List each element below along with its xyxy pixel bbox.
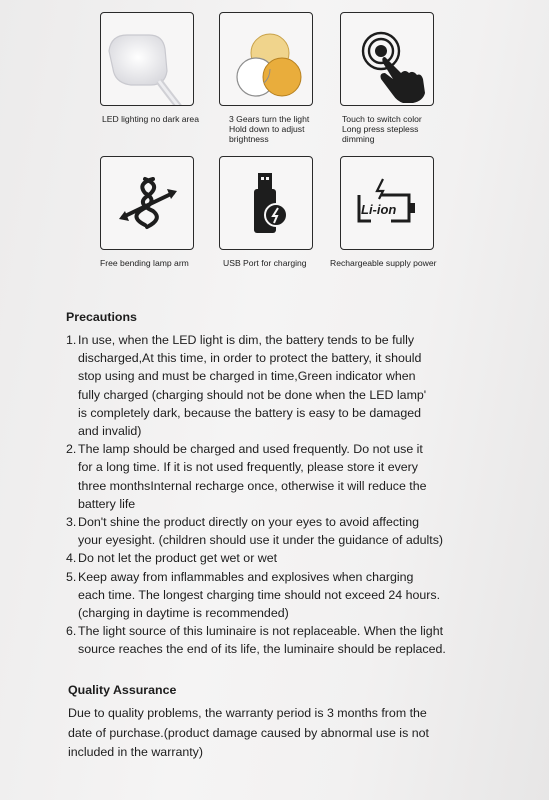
precaution-line: each time. The longest charging time should not exceed 24 hours.	[78, 587, 441, 602]
feature-caption: 3 Gears turn the light Hold down to adjust brightness	[229, 114, 310, 144]
feature-caption: Rechargeable supply power	[330, 258, 437, 268]
feature-caption: LED lighting no dark area	[102, 114, 199, 124]
quality-line: date of purchase.(product damage caused by abnormal use is not	[68, 725, 429, 740]
precaution-line: The light source of this luminaire is not replaceable. When the light	[78, 624, 444, 639]
feature-box-bending-arm	[100, 156, 194, 250]
quality-line: included in the warranty)	[68, 745, 203, 759]
precaution-line: battery life	[78, 496, 136, 511]
precaution-item	[66, 622, 486, 658]
precaution-line: In use, when the LED light is dim, the battery tends to be fully	[78, 333, 415, 347]
precaution-item	[66, 513, 486, 549]
precaution-number: 2.	[66, 442, 77, 457]
battery-badge-text: Li-ion	[361, 202, 397, 217]
feature-box-touch-switch	[340, 12, 434, 106]
precaution-line: source reaches the end of its life, the luminaire should be replaced.	[78, 642, 446, 657]
feature-caption: Free bending lamp arm	[100, 258, 189, 268]
two-circles-icon	[220, 13, 313, 106]
usb-port-icon	[220, 157, 313, 250]
quality-text	[68, 704, 483, 763]
precaution-line: fully charged (charging should not be done when the LED lamp'	[78, 387, 427, 402]
feature-caption: Touch to switch color Long press stepless dimming	[342, 114, 422, 144]
precaution-line: your eyesight. (children should use it under the guidance of adults)	[78, 533, 444, 548]
feature-box-led-lighting	[100, 12, 194, 106]
precaution-item	[66, 331, 486, 440]
quality-title: Quality Assurance	[68, 683, 177, 697]
feature-box-brightness-gears	[219, 12, 313, 106]
precaution-line: is completely dark, because the battery is easy to be damaged	[78, 405, 421, 420]
feature-box-rechargeable	[340, 156, 434, 250]
precaution-line: Keep away from inflammables and explosives when charging	[78, 569, 414, 584]
precaution-line: The lamp should be charged and used frequently. Do not use it	[78, 442, 423, 457]
precaution-line: Don't shine the product directly on your eyes to avoid affecting	[78, 515, 420, 530]
precaution-number: 5.	[66, 569, 77, 584]
feature-caption: USB Port for charging	[223, 258, 307, 268]
li-ion-battery-icon	[341, 157, 434, 250]
precaution-item	[66, 440, 486, 513]
precaution-number: 3.	[66, 515, 77, 530]
precaution-line: (charging in daytime is recommended)	[78, 606, 289, 621]
precaution-line: and invalid)	[78, 424, 142, 439]
precaution-line: stop using and must be charged in time,Green indicator when	[78, 369, 416, 384]
precaution-number: 1.	[66, 333, 77, 347]
precaution-line: three monthsInternal recharge once, otherwise it will reduce the	[78, 478, 427, 493]
precaution-item	[66, 568, 486, 623]
precautions-list	[66, 331, 486, 659]
feature-box-usb-port	[219, 156, 313, 250]
precaution-line: discharged,At this time, in order to protect the battery, it should	[78, 351, 422, 366]
quality-line: Due to quality problems, the warranty period is 3 months from the	[68, 706, 427, 720]
precaution-line: Do not let the product get wet or wet	[78, 551, 278, 566]
precaution-line: for a long time. If it is not used frequently, please store it every	[78, 460, 418, 475]
lamp-head-icon	[101, 13, 194, 106]
touch-finger-icon	[341, 13, 434, 106]
precaution-item	[66, 549, 486, 567]
precaution-number: 6.	[66, 624, 77, 639]
precautions-title: Precautions	[66, 310, 137, 324]
precaution-number: 4.	[66, 551, 77, 566]
bendable-arm-icon	[101, 157, 194, 250]
